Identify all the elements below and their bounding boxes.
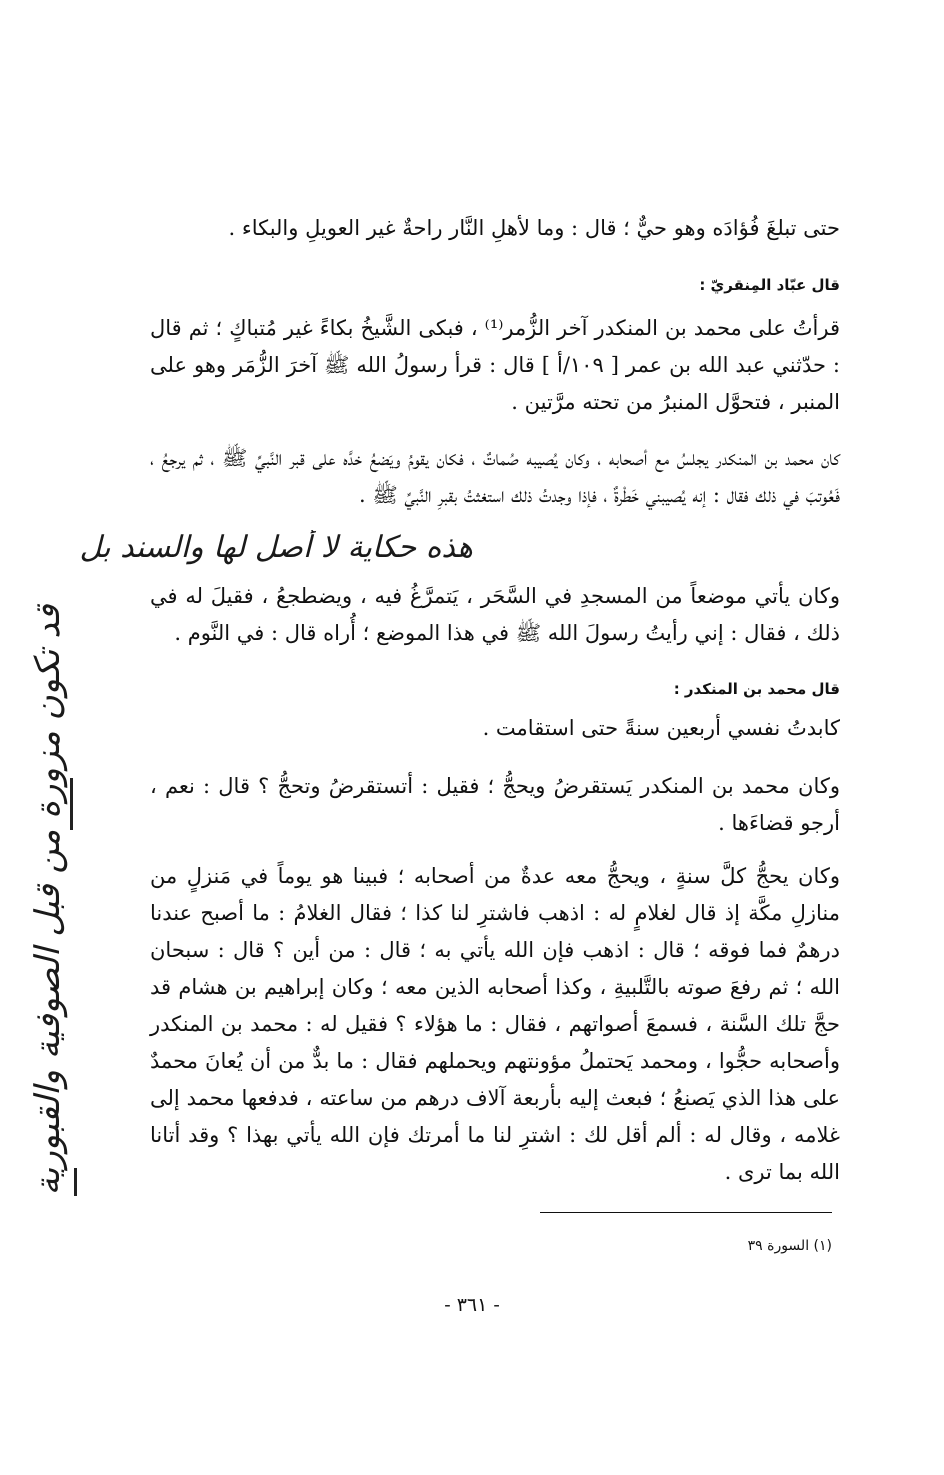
footnote: (١) السورة ٣٩ [747, 1238, 832, 1254]
page-number: - ٣٦١ - [444, 1294, 500, 1316]
paragraph-4: وكان يأتي موضعاً من المسجدِ في السَّحَر ، يَتمرَّغُ فيه ، ويضطجعُ ، فقيلَ له في ذلك ، فقال : إني رأيتُ رسولَ الله ﷺ في هذا الموضع ؛ أُراه قال : في النَّوم . [150, 584, 840, 645]
heading-muhammad-munkadir: قال محمد بن المنكدر : [673, 680, 840, 698]
ink-stroke-1 [70, 778, 73, 830]
paragraph-6: وكان محمد بن المنكدر يَستقرضُ ويحجُّ ؛ فقيل : أتستقرضُ وتحجُّ ؟ قال : نعم ، أرجو قضاءَها . [150, 774, 840, 835]
handwritten-inline-note: هذه حكاية لا أصل لها والسند بل [79, 530, 473, 565]
paragraph-2: قرأتُ على محمد بن المنكدر آخر الزُّمر⁽¹⁾ ، فبكى الشَّيخُ بكاءً غير مُتباكٍ ؛ ثم قال : حدّثني عبد الله بن عمر [ ١٠٩/أ ] قال : قرأ رسولُ الله ﷺ آخرَ الزُّمَر وهو على المنبر ، فتحوَّل المنبرُ من تحته مرَّتين . [150, 316, 841, 414]
footnote-divider [540, 1212, 832, 1213]
heading-abbad-minqari: قال عبّاد المِنقريّ : [699, 276, 840, 294]
paragraph-7: وكان يحجُّ كلَّ سنةٍ ، ويحجُّ معه عدةٌ من أصحابه ؛ فبينا هو يوماً في مَنزلٍ من منازلِ مكَّة إذ قال لغلامٍ له : اذهب فاشترِ لنا كذا ؛ فقال الغلامُ : ما أصبح عندنا درهمٌ فما فوقه ؛ قال : اذهب فإن الله يأتي به ؛ قال : من أين ؟ قال : سبحان الله ؛ ثم رفعَ صوته بالتَّلبيةِ ، وكذا أصحابه الذين معه ؛ وكان إبراهيم بن هشام قد حجَّ تلك السَّنة ، فسمعَ أصواتهم ، فقال : ما هؤلاء ؟ فقيل له : محمد بن المنكدر وأصحابه حجُّوا ، ومحمد يَحتملُ مؤونتهم ويحملهم فقال : ما بدٌّ من أن يُعانَ محمدٌ على هذا الذي يَصنعُ ؛ فبعث إليه بأربعة آلاف درهم من ساعته ، فدفعها محمد إلى غلامه ، وقال له : ألم أقل لك : اشترِ لنا ما أمرتك فإن الله يأتي بهذا ؟ وقد أتانا الله بما ترى . [150, 864, 840, 1184]
handwritten-margin-note-text: قد تكون مزورة من قبل الصوفية والقبورية [28, 604, 68, 1196]
paragraph-3: كان محمد بن المنكدر يجلسُ مع أصحابه ، وكان يُصيبه صُماتٌ ، فكان يقومُ ويَضعُ خدَّه على قبر النَّبيِّ ﷺ ، ثم يرجعُ ، فَعُوتبَ في ذلك فقال : إنه يُصيبني خَطْرةٌ ، فإذا وجدتُ ذلك استغثتُ بقبرِ النَّبيِّ ﷺ . [150, 446, 840, 507]
paragraph-1: حتى تبلغَ فُؤادَه وهو حيٌّ ؛ قال : وما لأهلِ النَّار راحةٌ غير العويلِ والبكاء . [228, 216, 840, 240]
paragraph-5: كابدتُ نفسي أربعين سنةً حتى استقامت . [482, 716, 840, 740]
handwritten-margin-note [8, 560, 88, 1240]
ink-stroke-2 [74, 1168, 77, 1196]
